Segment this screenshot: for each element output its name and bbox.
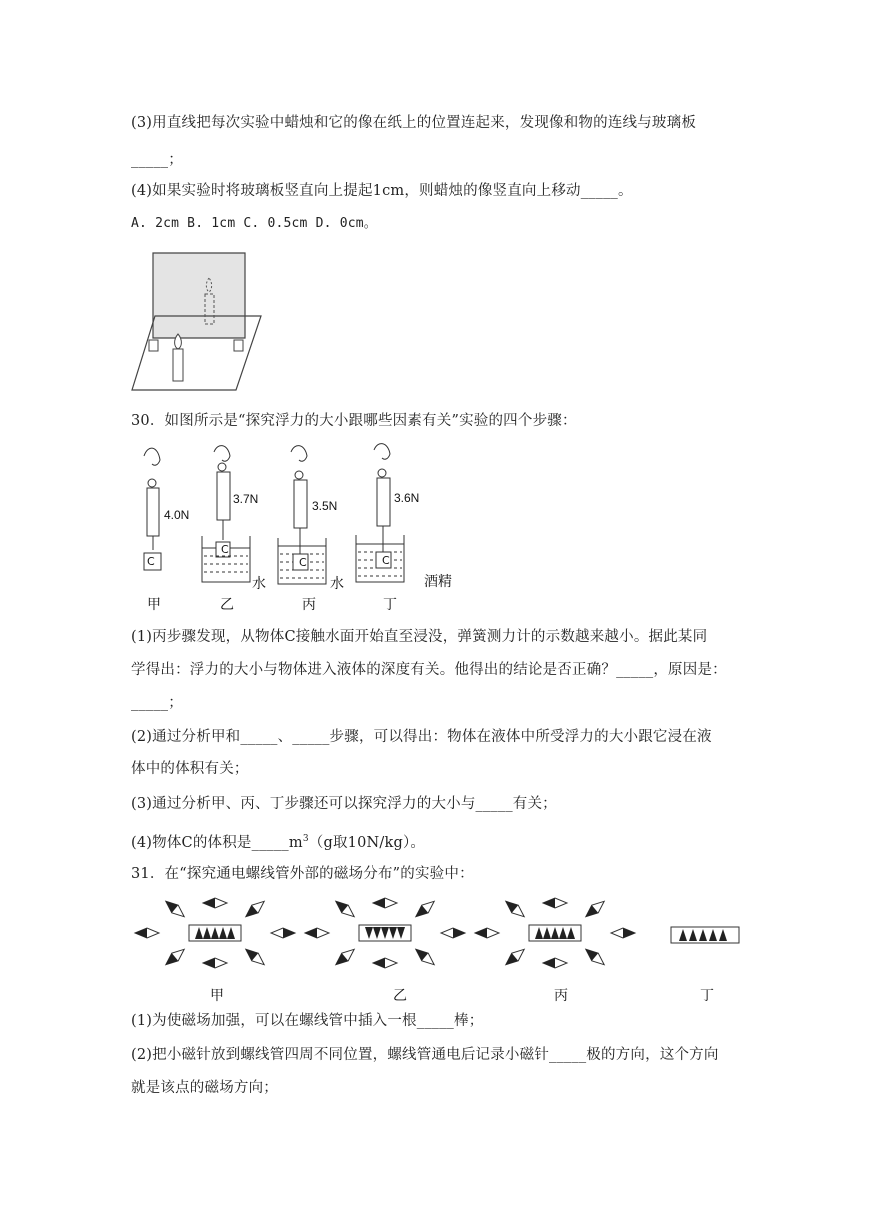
- step-jia-apparatus: [144, 448, 161, 570]
- q29-line3a: (3)用直线把每次实验中蜡烛和它的像在纸上的位置连起来，发现像和物的连线与玻璃板: [131, 115, 697, 131]
- q31-label-yi: 乙: [393, 988, 407, 1004]
- q30-s2b: 体中的体积有关；: [131, 761, 249, 777]
- q30-s1b: 学得出：浮力的大小与物体进入液体的深度有关。他得出的结论是否正确？_____，原因是：: [131, 662, 727, 678]
- reading-jia: 4.0N: [164, 508, 190, 522]
- mirror-experiment-figure: [128, 248, 268, 393]
- object-c-label-jia: C: [147, 555, 155, 568]
- q31-label-ding: 丁: [700, 988, 714, 1004]
- q31-s2a: (2)把小磁针放到螺线管四周不同位置，螺线管通电后记录小磁针_____极的方向，这个方向: [131, 1047, 719, 1063]
- q30-s1a: (1)丙步骤发现，从物体C接触水面开始直至浸没，弹簧测力计的示数越来越小。据此某同: [131, 629, 708, 645]
- reading-ding: 3.6N: [394, 491, 420, 505]
- step-label-jia: 甲: [147, 597, 161, 613]
- step-label-yi: 乙: [220, 597, 234, 613]
- liquid-ding: 酒精: [424, 574, 452, 590]
- q29-options: A. 2cm B. 1cm C. 0.5cm D. 0cm。: [131, 216, 377, 231]
- solenoid-figure: [130, 895, 745, 975]
- liquid-yi: 水: [252, 576, 266, 592]
- q31-label-jia: 甲: [210, 988, 224, 1004]
- solenoid-ding: [671, 927, 739, 943]
- reading-bing: 3.5N: [312, 499, 338, 513]
- step-label-bing: 丙: [302, 597, 316, 613]
- step-label-ding: 丁: [383, 597, 397, 613]
- q29-line3b: _____；: [131, 152, 183, 168]
- step-ding-apparatus: [356, 444, 404, 582]
- q30-s2a: (2)通过分析甲和_____、_____步骤，可以得出：物体在液体中所受浮力的大小跟它浸在液: [131, 729, 712, 745]
- object-c-label-yi: C: [221, 543, 229, 556]
- q30-s4-post: （g取10N/kg）。: [308, 834, 426, 851]
- q31-intro: 31．在“探究通电螺线管外部的磁场分布”的实验中：: [131, 866, 474, 882]
- q31-label-bing: 丙: [554, 988, 568, 1004]
- solenoid-yi: [305, 897, 465, 968]
- q29-line4: (4)如果实验时将玻璃板竖直向上提起1cm，则蜡烛的像竖直向上移动_____。: [131, 183, 633, 199]
- solenoid-bing: [475, 897, 635, 968]
- reading-yi: 3.7N: [233, 492, 259, 506]
- step-yi-apparatus: [202, 446, 250, 582]
- q30-s4-pre: (4)物体C的体积是_____m: [131, 834, 303, 851]
- object-c-label-bing: C: [299, 556, 307, 569]
- q30-intro: 30．如图所示是“探究浮力的大小跟哪些因素有关”实验的四个步骤：: [131, 413, 577, 429]
- object-c-label-ding: C: [382, 554, 390, 567]
- q30-s3: (3)通过分析甲、丙、丁步骤还可以探究浮力的大小与_____有关；: [131, 796, 557, 812]
- q31-s2b: 就是该点的磁场方向；: [131, 1080, 278, 1096]
- solenoid-jia: [135, 897, 295, 968]
- liquid-bing: 水: [330, 576, 344, 592]
- q30-s1c: _____；: [131, 695, 183, 711]
- q31-s1: (1)为使磁场加强，可以在螺线管中插入一根_____棒；: [131, 1013, 484, 1029]
- q30-s4: [131, 829, 425, 853]
- q30-s4-sup: 3: [302, 834, 309, 844]
